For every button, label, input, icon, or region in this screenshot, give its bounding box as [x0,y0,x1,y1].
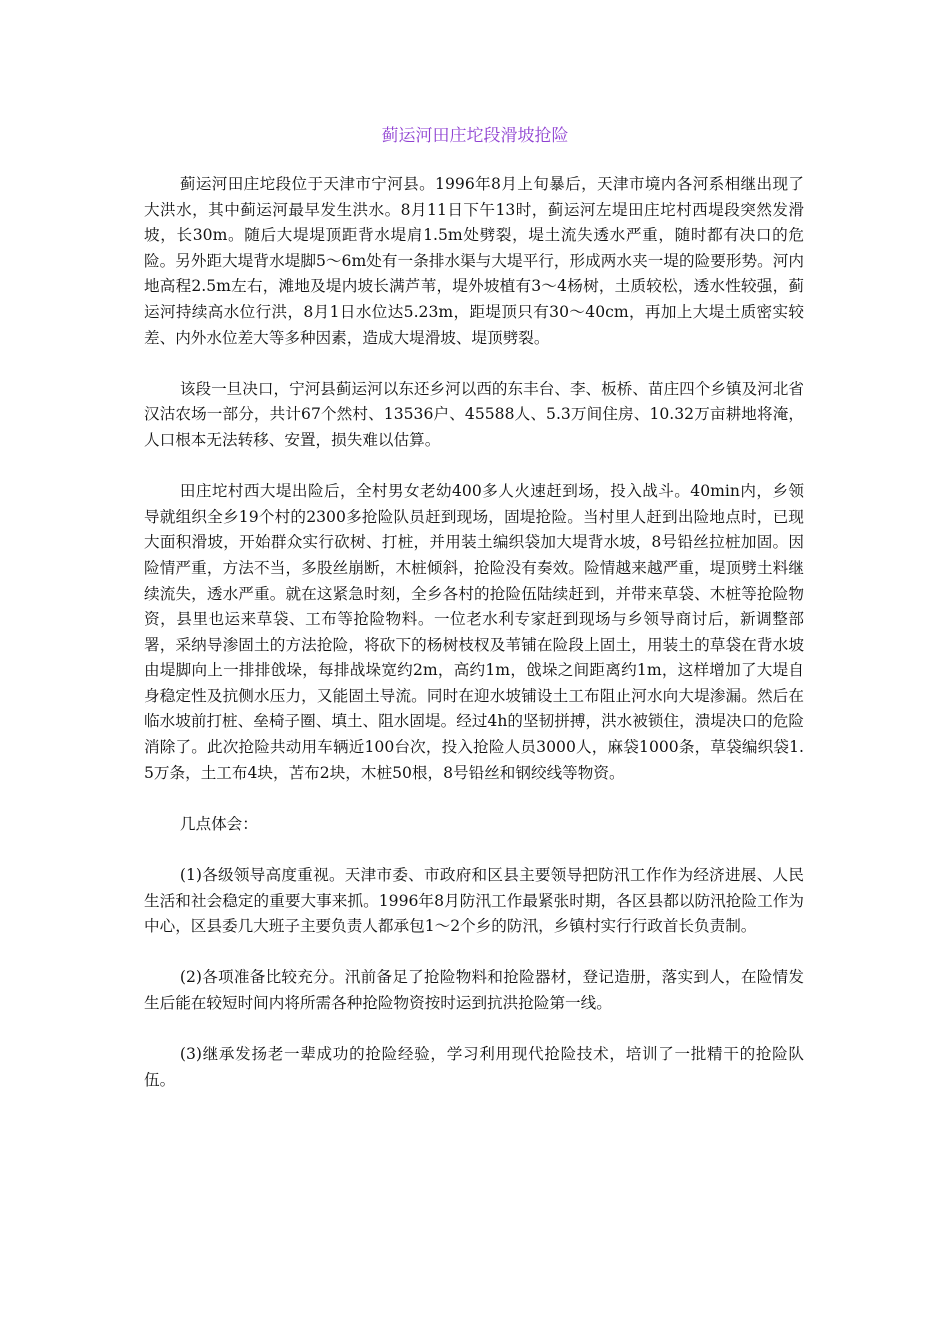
paragraph-overview: 蓟运河田庄坨段位于天津市宁河县。1996年8月上旬暴后，天津市境内各河系相继出现了大洪水，其中蓟运河最早发生洪水。8月11日下午13时，蓟运河左堤田庄坨村西堤段突然发滑坡，长30m。随后大堤堤顶距背水堤肩1.5m处劈裂，堤土流失透水严重，随时都有决口的危险。另外距大堤背水堤脚5～6m处有一条排水渠与大堤平行，形成两水夹一堤的险要形势。河内地高程2.5m左右，滩地及堤内坡长满芦苇，堤外坡植有3～4杨树，土质较松，透水性较强，蓟运河持续高水位行洪，8月1日水位达5.23m，距堤顶只有30～40cm，再加上大堤土质密实较差、内外水位差大等多种因素，造成大堤滑坡、堤顶劈裂。 [144,175,804,347]
paragraph-lesson-2: (2)各项准备比较充分。汛前备足了抢险物料和抢险器材，登记造册，落实到人，在险情发生后能在较短时间内将所需各种抢险物资按时运到抗洪抢险第一线。 [144,968,804,1012]
paragraph-lesson-3: (3)继承发扬老一辈成功的抢险经验，学习利用现代抢险技术，培训了一批精干的抢险队伍。 [144,1045,804,1089]
paragraph-lesson-1: (1)各级领导高度重视。天津市委、市政府和区县主要领导把防汛工作作为经济进展、人民生活和社会稳定的重要大事来抓。1996年8月防汛工作最紧张时期，各区县都以防汛抢险工作为中心，区县委几大班子主要负责人都承包1～2个乡的防汛，乡镇村实行行政首长负责制。 [144,866,804,936]
paragraph-rescue: 田庄坨村西大堤出险后，全村男女老幼400多人火速赶到场，投入战斗。40min内，乡领导就组织全乡19个村的2300多抢险队员赶到现场，固堤抢险。当村里人赶到出险地点时，已现大面积滑坡，开始群众实行砍树、打桩，并用装土编织袋加大堤背水坡，8号铅丝拉桩加固。因险情严重，方法不当，多股丝崩断，木桩倾斜，抢险没有奏效。险情越来越严重，堤顶劈土料继续流失，透水严重。就在这紧急时刻，全乡各村的抢险伍陆续赶到，并带来草袋、木桩等抢险物资，县里也运来草袋、工布等抢险物料。一位老水利专家赶到现场与乡领导商讨后，新调整部署，采纳导渗固土的方法抢险，将砍下的杨树枝杈及苇铺在险段上固土，用装土的草袋在背水坡由堤脚向上一排排戗垛，每排战垛宽约2m，高约1m，戗垛之间距离约1m，这样增加了大堤自身稳定性及抗侧水压力，又能固土导流。同时在迎水坡铺设土工布阻止河水向大堤渗漏。然后在临水坡前打桩、垒椅子圈、填土、阻水固堤。经过4h的坚韧拼搏，洪水被锁住，溃堤决口的危险消除了。此次抢险共动用车辆近100台次，投入抢险人员3000人，麻袋1000条，草袋编织袋1.5万条，土工布4块，苫布2块，木桩50根，8号铅丝和钢绞线等物资。 [144,482,804,782]
paragraph-lessons-heading: 几点体会： [179,814,258,833]
document-body [144,172,804,1119]
paragraph-impact: 该段一旦决口，宁河县蓟运河以东还乡河以西的东丰台、李、板桥、苗庄四个乡镇及河北省汉沽农场一部分，共计67个然村、13536户、45588人、5.3万间住房、10.32万亩耕地将淹，人口根本无法转移、安置，损失难以估算。 [144,379,804,449]
page-title: 蓟运河田庄坨段滑坡抢险 [381,126,569,146]
